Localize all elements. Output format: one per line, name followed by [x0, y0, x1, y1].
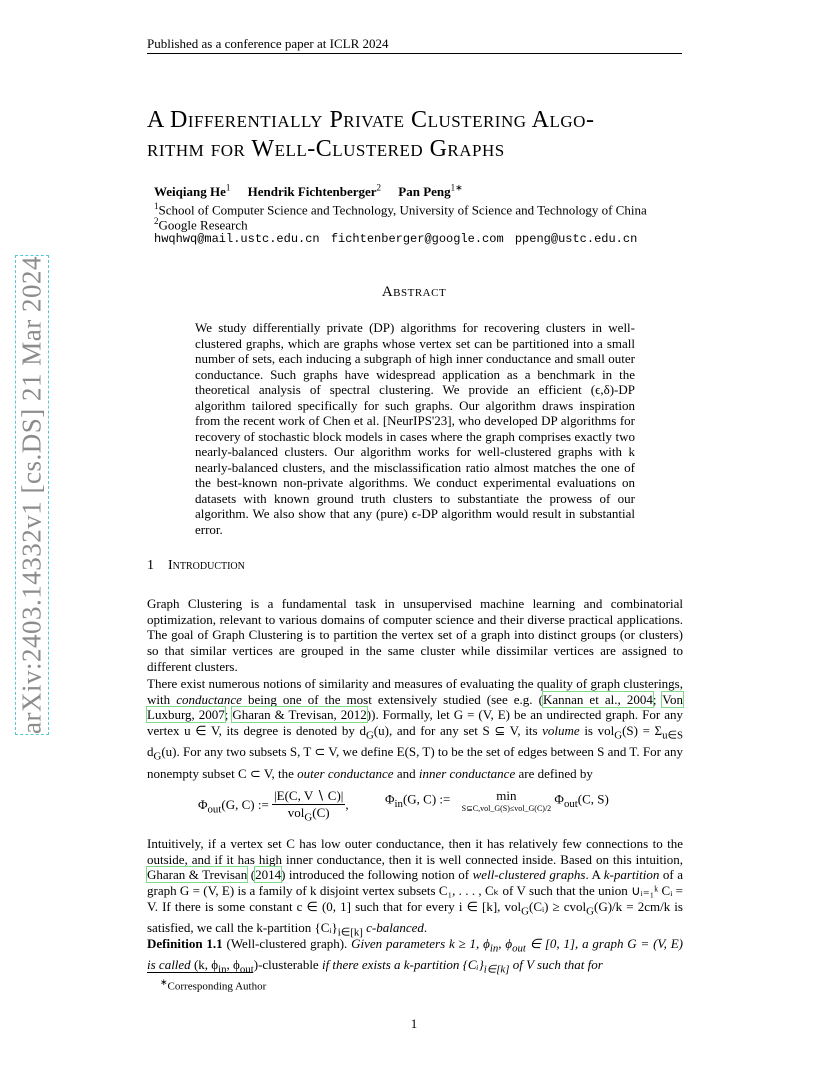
- abstract-text: We study differentially private (DP) algorithms for recovering clusters in well-clustered graphs, which are graphs whose vertex set can be partitioned into a small number of sets, each inducing a subgraph of high inner conductance and small outer conductance. Such graphs have widespread application as a benchmark in the theoretical analysis of spectral clustering. We provide an efficient (ϵ,δ)-DP algorithm tailored specifically for such graphs. Our algorithm draws inspiration from the recent work of Chen et al. [NeurIPS'23], who developed DP algorithms for recovery of stochastic block models in cases where the graph comprises exactly two nearly-balanced clusters. Our algorithm works for well-clustered graphs with k nearly-balanced clusters, and the misclassification ratio almost matches the one of the best-known non-private algorithms. We conduct experimental evaluations on datasets with known ground truth clusters to substantiate the prowess of our algorithm. We also show that any (pure) ϵ-DP algorithm would result in substantial error.: [195, 320, 635, 537]
- affiliation: $^2$Google Research: [154, 216, 248, 233]
- intro-paragraph-1: Graph Clustering is a fundamental task in unsupervised machine learning and combinatorial optimization, relevant to various domains of computer science and their diverse practical applications. The goal of Graph Clustering is to partition the vertex set of a graph into distinct groups (or clusters) so that similar vertices are grouped in the same cluster while dissimilar vertices are assigned to different clusters.: [147, 596, 683, 674]
- author-list: [154, 183, 477, 200]
- arxiv-id[interactable]: arXiv:2403.14332v1 [cs.DS] 21 Mar 2024: [16, 256, 47, 734]
- citation-link[interactable]: Gharan & Trevisan, 2012: [232, 707, 367, 723]
- footnote-rule: [147, 972, 253, 973]
- abstract-heading: Abstract: [381, 284, 447, 300]
- citation-link[interactable]: 2014: [255, 867, 282, 883]
- intro-paragraph-3: Intuitively, if a vertex set C has low outer conductance, then it has relatively few connections to the outside, and if it has high inner conductance, then it is well connected inside. Based on this intuition, Gharan & Trevisan (2014) introduced the following notion of well-clustered graphs. A k-partition of a graph G = (V, E) is a family of k disjoint vertex subsets C₁, . . . , Cₖ of V such that the union ∪ᵢ₌₁ᵏ Cᵢ = V. If there is some constant c ∈ (0, 1] such that for every i ∈ [k], vol$_G$(Cᵢ) ≥ cvol$_G$(G)/k = 2cm/k is satisfied, we call the k-partition $\{Cᵢ\}_{i\in[k]}$ c-balanced.: [147, 836, 683, 939]
- affiliation: $^1$School of Computer Science and Technology, University of Science and Technology of China: [154, 201, 647, 218]
- definition-1-1: Definition 1.1 (Well-clustered graph). Given parameters k ≥ 1, $\phi_{in}$, $\phi_{out}$ ∈ [0, 1], a graph G = (V, E) is called (k, $\phi_{in}$, $\phi_{out}$)-clusterable if there exists a k-partition $\{Cᵢ\}_{i\in[k]}$ of V such that for: [147, 936, 684, 976]
- author: Pan Peng$^{1∗}$: [398, 183, 463, 200]
- page-number: 1: [410, 1016, 418, 1031]
- running-header: Published as a conference paper at ICLR 2024: [147, 36, 389, 51]
- paper-title: [147, 106, 687, 164]
- arxiv-stamp[interactable]: [15, 255, 49, 735]
- title-line-2: rithm for Well-Clustered Graphs: [147, 136, 505, 162]
- footnote: ∗Corresponding Author: [160, 977, 267, 993]
- author-emails: hwqhwq@mail.ustc.edu.cn fichtenberger@google.com ppeng@ustc.edu.cn: [154, 232, 638, 246]
- section-heading: 1 Introduction: [147, 558, 245, 573]
- title-line-1: A Differentially Private Clustering Algo-: [147, 107, 595, 133]
- author: Weiqiang He$^1$: [154, 183, 231, 200]
- equation-inner-conductance: $\Phi_{in}(G$, C) := min S⊆C,vol_G(S)≤vol_G(C)/2 $\Phi_{out}(C$, S): [385, 788, 609, 813]
- equation-outer-conductance: $\Phi_{out}(G$, C) := $\frac{|E(C, V ∖ C)|}{vol_G(C)}$ ,: [198, 788, 349, 824]
- header-rule: [147, 53, 682, 54]
- citation-link[interactable]: Von Luxburg, 2007: [147, 691, 683, 723]
- citation-link[interactable]: Kannan et al., 2004: [542, 691, 653, 707]
- author: Hendrik Fichtenberger$^2$: [247, 183, 382, 200]
- citation-link[interactable]: Gharan & Trevisan: [147, 867, 248, 883]
- intro-paragraph-2: There exist numerous notions of similarity and measures of evaluating the quality of graph clusterings, with conductance being one of the most extensively studied (see e.g. (Kannan et al., 2004; Von Luxburg, 2007; Gharan & Trevisan, 2012)). Formally, let G = (V, E) be an undirected graph. For any vertex u ∈ V, its degree is denoted by $d_G(u)$, and for any set S ⊆ V, its volume is $vol_G(S) = \Sigma_{u\in S}$ $d_G(u)$. For any two subsets S, T ⊂ V, we define E(S, T) to be the set of edges between S and T. For any nonempty subset C ⊂ V, the outer conductance and inner conductance are defined by: [147, 676, 683, 781]
